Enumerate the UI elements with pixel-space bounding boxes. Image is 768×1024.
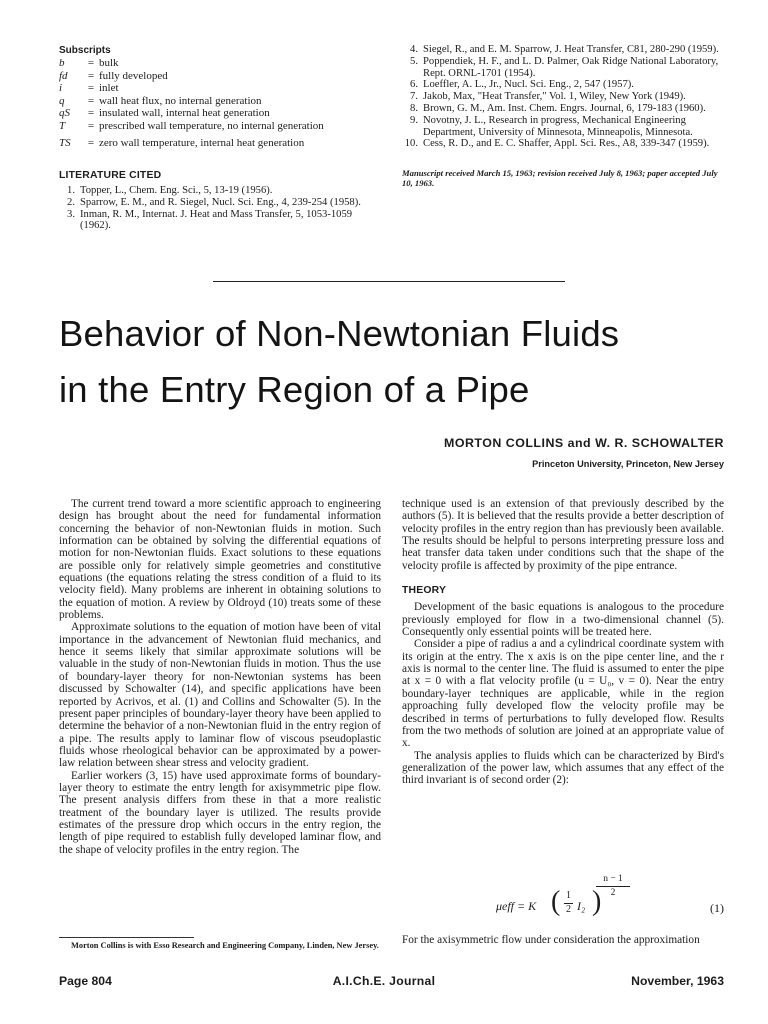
equals-sign: = [87,94,95,107]
subscript-definition: fully developed [99,69,168,82]
equation-number: (1) [710,901,724,915]
subscripts-section [59,44,377,149]
reference-number: 10. [404,138,418,150]
body-paragraph: Earlier workers (3, 15) have used approximate forms of boundary-layer theory to estimate the entry length for axisymmetric pipe flow. The present analysis differs from these in that a more realistic treatment of the boundary layer is utilized. The results provide estimates of the pressure drop which occurs in the entry region, the length of pipe required to establish fully developed laminar flow, and the shape of velocity profiles in the entry region. The [59,769,381,856]
subscript-row [59,82,377,95]
reference-item [59,197,377,209]
body-right-column [402,498,724,787]
subscript-definition: bulk [99,57,119,69]
reference-number: 4. [410,44,418,55]
half-denominator: 2 [566,904,571,915]
equation-1 [402,874,724,926]
subscript-symbol: TS [59,136,71,149]
reference-text: Inman, R. M., Internat. J. Heat and Mass Transfer, 5, 1053-1059 (1962). [80,208,353,232]
title-line-1: Behavior of Non-Newtonian Fluids [59,313,620,354]
subscript-row [59,120,377,133]
reference-number: 7. [410,91,418,103]
subscript-row [59,137,377,150]
left-paren: ( [551,886,561,917]
reference-text: Sparrow, E. M., and R. Siegel, Nucl. Sci. Eng., 4, 239-254 (1958). [80,196,361,208]
equals-sign: = [87,119,95,132]
subscripts-heading: Subscripts [59,45,111,56]
subscript-symbol: T [59,119,66,132]
theory-paragraph: The analysis applies to fluids which can be characterized by Bird's generalization of the power law, which assumes that any effect of the third invariant is of second order (2): [402,749,724,787]
journal-name: A.I.Ch.E. Journal [332,974,436,988]
manuscript-note: Manuscript received March 15, 1963; revision received July 8, 1963; paper accepted July 10, 1963. [402,168,718,189]
theory-heading: THEORY [402,585,447,597]
body-paragraph: Approximate solutions to the equation of motion have been of vital importance in the advancement of Newtonian fluid mechanics, and hence it seems likely that similar approximate solutions will be valuable in the study of non-Newtonian fluids in motion. Thus the use of boundary-layer theory for non-Newtonian systems has been discussed by Schowalter (14), and specific applications have been reported by Acrivos, et al. (1) and Collins and Schowalter (5). In the present paper principles of boundary-layer theory have been applied to determine the behavior of a non-Newtonian fluid in the entry region of a pipe. The results apply to laminar flow of viscous pseudoplastic fluids whose rheological behavior can be approximated by a power-law relation between shear stress and velocity gradient. [59,621,381,770]
reference-text: Cess, R. D., and E. C. Shaffer, Appl. Sci. Res., A8, 339-347 (1959). [423,138,710,150]
reference-number: 6. [410,79,418,91]
right-paren: ) [592,886,602,917]
subscript-row [59,107,377,120]
equals-sign: = [87,107,95,120]
reference-item [402,138,724,150]
reference-item [402,103,724,115]
subscript-symbol: b [59,57,65,69]
invariant-i2: I₂ [577,899,586,913]
literature-cited-right [402,44,724,188]
exponent-denominator: 2 [610,888,616,898]
reference-text: Loeffler, A. L., Jr., Nucl. Sci. Eng., 2, 547 (1957). [423,79,634,91]
reference-text: Novotny, J. L., Research in progress, Mechanical Engineering Department, University of Minnesota, Minneapolis, Minnesota. [423,114,693,138]
theory-paragraph: Consider a pipe of radius a and a cylindrical coordinate system with its origin at the entry. The x axis is on the pipe center line, and the r axis is normal to the center line. The fluid is assumed to enter the pipe at x = 0 with a flat velocity profile (u = U₀, v = 0). Near the entry boundary-layer techniques are applicable, while in the region approaching fully developed flow the velocity profile may be described in terms of perturbations to fully developed flow. Results from the two methods of solution are joined at an appropriate value of x. [402,638,724,750]
half-numerator: 1 [566,890,571,901]
right-reference-list [402,44,724,150]
subscript-definition: prescribed wall temperature, no internal generation [99,119,324,132]
authors: MORTON COLLINS and W. R. SCHOWALTER [444,436,724,450]
affiliation: Princeton University, Princeton, New Jersey [532,459,724,469]
reference-item [402,56,724,80]
exponent-numerator: n − 1 [603,874,623,884]
after-equation-paragraph: For the axisymmetric flow under consideration the approximation [402,934,700,946]
reference-item [59,209,377,233]
subscripts-list [59,57,377,149]
equation-lhs: μeff = K [496,899,537,913]
equals-sign: = [87,69,95,82]
subscript-definition: wall heat flux, no internal generation [99,94,262,107]
subscript-definition: zero wall temperature, internal heat generation [99,136,305,149]
reference-item [402,79,724,91]
theory-paragraphs [402,601,724,786]
subscript-row [59,70,377,83]
reference-number: 9. [410,114,418,126]
left-reference-list [59,185,377,232]
body-paragraph: The current trend toward a more scientific approach to engineering design has brought about the need for fundamental information concerning the behavior of non-Newtonian fluids in motion. Such information can be obtained by solving the differential equations of motion for non-Newtonian fluids. Exact solutions to these equations are possible only for relatively simple geometries and constitutive equations (the equations relating the stress condition of a fluid to its velocity field). Many problems are inherent in obtaining solutions to the equation of motion. A review by Oldroyd (10) treats some of these problems. [59,498,381,622]
section-divider [213,281,565,282]
footnote-divider [59,937,194,938]
reference-number: 3. [67,208,75,220]
reference-item [402,91,724,103]
reference-text: Jakob, Max, "Heat Transfer," Vol. 1, Wiley, New York (1949). [423,91,686,103]
subscript-symbol: qS [59,107,70,120]
reference-number: 5. [410,55,418,67]
subscript-definition: inlet [99,82,119,95]
title-line-2: in the Entry Region of a Pipe [59,369,530,410]
literature-cited-left [59,170,377,232]
right-intro-paragraph: technique used is an extension of that previously described by the authors (5). It is believed that the results provide a better description of velocity profiles in the entry region than has previously been available. The results should be helpful to persons interpreting pressure loss and heat transfer data taken under conditions such that the shape of the velocity profile is affected by proximity of the pipe entrance. [402,498,724,572]
subscript-symbol: i [59,82,63,95]
equals-sign: = [87,57,95,69]
body-left-column [59,498,381,856]
reference-item [402,115,724,139]
reference-text: Poppendiek, H. F., and L. D. Palmer, Oak Ridge National Laboratory, Rept. ORNL-1701 (1954). [423,55,719,79]
page-number: Page 804 [59,974,112,988]
reference-text: Siegel, R., and E. M. Sparrow, J. Heat Transfer, C81, 280-290 (1959). [423,44,719,55]
half-fraction [564,891,573,915]
reference-text: Brown, G. M., Am. Inst. Chem. Engrs. Journal, 6, 179-183 (1960). [423,102,706,114]
subscript-definition: insulated wall, internal heat generation [99,107,270,120]
literature-cited-heading: LITERATURE CITED [59,170,162,181]
subscript-symbol: fd [59,69,68,82]
reference-item [59,185,377,197]
reference-item [402,44,724,56]
issue-date: November, 1963 [631,974,724,988]
after-equation-text [402,934,724,946]
article-title [59,310,739,414]
theory-paragraph: Development of the basic equations is analogous to the procedure previously employed for flow in a two-dimensional channel (5). Consequently only essential points will be treated here. [402,601,724,639]
footnote: Morton Collins is with Esso Research and Engineering Company, Linden, New Jersey. [71,941,379,950]
equals-sign: = [87,82,95,95]
subscript-row [59,57,377,70]
reference-text: Topper, L., Chem. Eng. Sci., 5, 13-19 (1956). [80,185,273,196]
reference-number: 2. [67,196,75,208]
reference-number: 8. [410,102,418,114]
subscript-row [59,95,377,108]
reference-number: 1. [67,185,75,196]
equals-sign: = [87,136,95,149]
subscript-symbol: q [59,94,65,107]
